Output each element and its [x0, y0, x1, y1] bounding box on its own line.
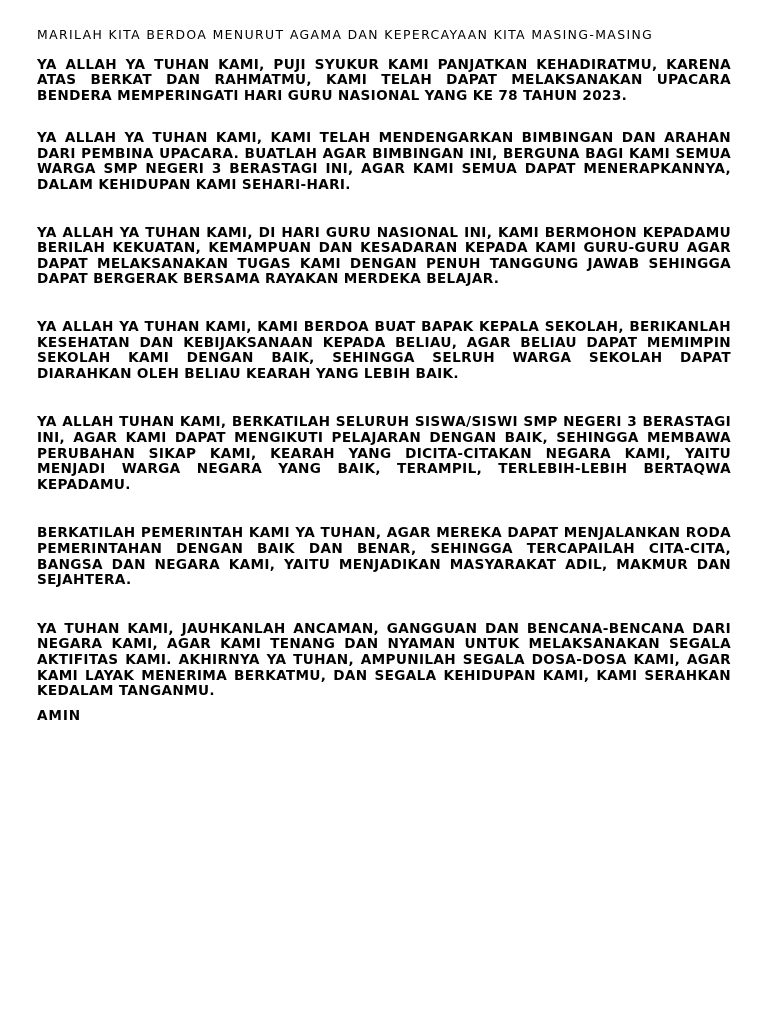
prayer-paragraph-6: BERKATILAH PEMERINTAH KAMI YA TUHAN, AGAR MEREKA DAPAT MENJALANKAN RODA PEMERINTAHAN DENGAN BAIK DAN BENAR, SEHINGGA TERCAPAILAH CITA-CITA, BANGSA DAN NEGARA KAMI, YAITU MENJADIKAN MASYARAKAT ADIL, MAKMUR DAN SEJAHTERA. — [37, 525, 731, 589]
prayer-paragraph-7: YA TUHAN KAMI, JAUHKANLAH ANCAMAN, GANGGUAN DAN BENCANA-BENCANA DARI NEGARA KAMI, AGAR KAMI TENANG DAN NYAMAN UNTUK MELAKSANAKAN SEGALA AKTIFITAS KAMI. AKHIRNYA YA TUHAN, AMPUNILAH SEGALA DOSA-DOSA KAMI, AGAR KAMI LAYAK MENERIMA BERKATMU, DAN SEGALA KEHIDUPAN KAMI, KAMI SERAHKAN KEDALAM TANGANMU. — [37, 620, 731, 700]
prayer-paragraph-1: YA ALLAH YA TUHAN KAMI, PUJI SYUKUR KAMI PANJATKAN KEHADIRATMU, KARENA ATAS BERKAT DAN RAHMATMU, KAMI TELAH DAPAT MELAKSANAKAN UPACARA BENDERA MEMPERINGATI HARI GURU NASIONAL YANG KE 78 TAHUN 2023. — [37, 56, 731, 104]
closing-amen: AMIN — [37, 707, 82, 724]
intro-line: MARILAH KITA BERDOA MENURUT AGAMA DAN KEPERCAYAAN KITA MASING-MASING — [37, 27, 654, 42]
prayer-paragraph-2: YA ALLAH YA TUHAN KAMI, KAMI TELAH MENDENGARKAN BIMBINGAN DAN ARAHAN DARI PEMBINA UPACARA. BUATLAH AGAR BIMBINGAN INI, BERGUNA BAGI KAMI SEMUA WARGA SMP NEGERI 3 BERASTAGI INI, AGAR KAMI SEMUA DAPAT MENERAPKANNYA, DALAM KEHIDUPAN KAMI SEHARI-HARI. — [37, 130, 731, 194]
prayer-paragraph-3: YA ALLAH YA TUHAN KAMI, DI HARI GURU NASIONAL INI, KAMI BERMOHON KEPADAMU BERILAH KEKUATAN, KEMAMPUAN DAN KESADARAN KEPADA KAMI GURU-GURU AGAR DAPAT MELAKSANAKAN TUGAS KAMI DENGAN PENUH TANGGUNG JAWAB SEHINGGA DAPAT BERGERAK BERSAMA RAYAKAN MERDEKA BELAJAR. — [37, 224, 731, 288]
prayer-document — [37, 28, 731, 724]
prayer-paragraph-5: YA ALLAH TUHAN KAMI, BERKATILAH SELURUH SISWA/SISWI SMP NEGERI 3 BERASTAGI INI, AGAR KAMI DAPAT MENGIKUTI PELAJARAN DENGAN BAIK, SEHINGGA MEMBAWA PERUBAHAN SIKAP KAMI, KEARAH YANG DICITA-CITAKAN NEGARA KAMI, YAITU MENJADI WARGA NEGARA YANG BAIK, TERAMPIL, TERLEBIH-LEBIH BERTAQWA KEPADAMU. — [37, 414, 731, 493]
prayer-paragraph-4: YA ALLAH YA TUHAN KAMI, KAMI BERDOA BUAT BAPAK KEPALA SEKOLAH, BERIKANLAH KESEHATAN DAN KEBIJAKSANAAN KEPADA BELIAU, AGAR BELIAU DAPAT MEMIMPIN SEKOLAH KAMI DENGAN BAIK, SEHINGGA SELRUH WARGA SEKOLAH DAPAT DIARAHKAN OLEH BELIAU KEARAH YANG LEBIH BAIK. — [37, 319, 731, 382]
